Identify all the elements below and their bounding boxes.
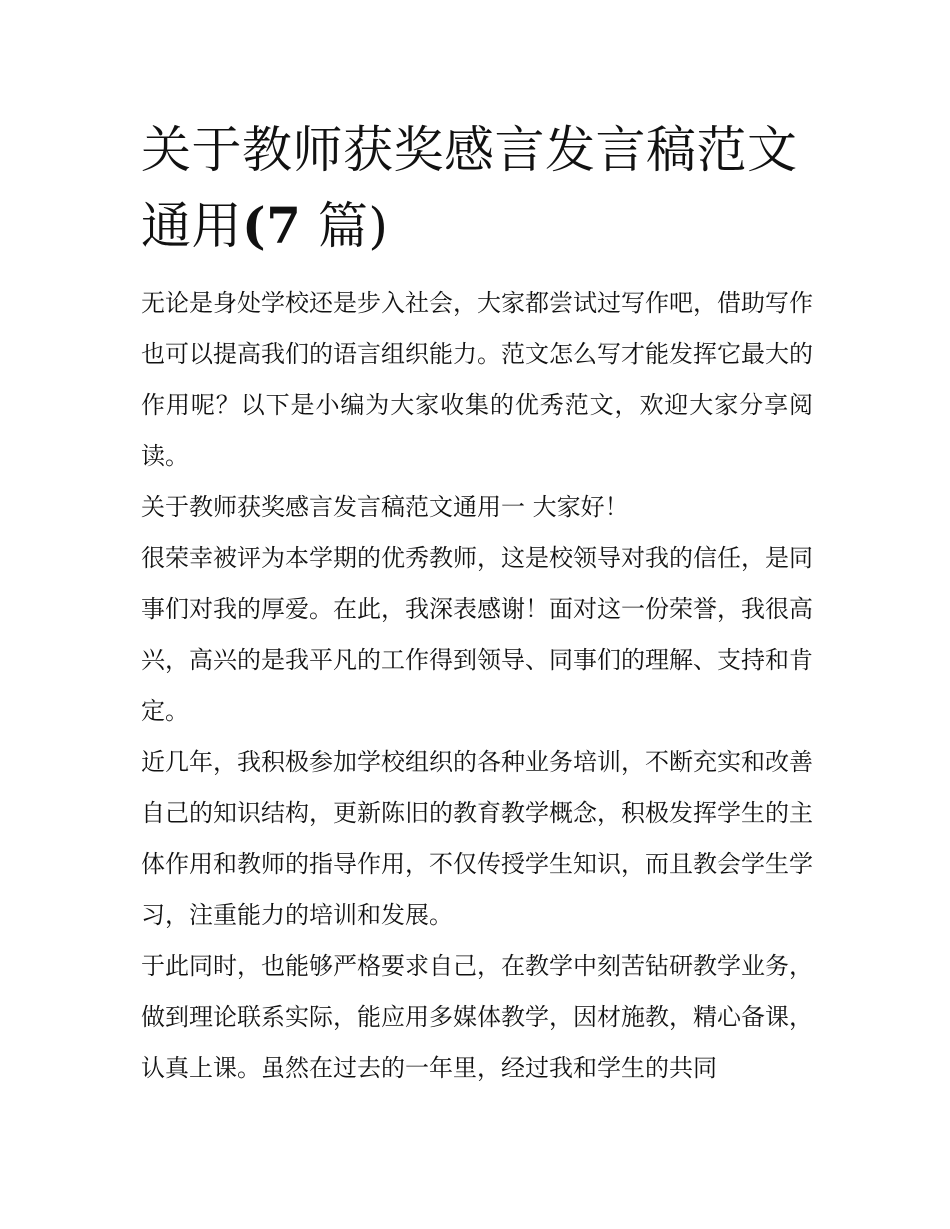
document-body [141,278,813,1094]
paragraph-honor: 很荣幸被评为本学期的优秀教师，这是校领导对我的信任，是同事们对我的厚爱。在此，我深表感谢！面对这一份荣誉，我很高兴，高兴的是我平凡的工作得到领导、同事们的理解、支持和肯定。 [141,544,813,725]
paragraph-training: 近几年，我积极参加学校组织的各种业务培训，不断充实和改善自己的知识结构，更新陈旧的教育教学概念，积极发挥学生的主体作用和教师的指导作用，不仅传授学生知识，而且教会学生学习，注重能力的培训和发展。 [141,748,813,929]
title-line-2-suffix: 篇) [301,197,389,255]
title-line-2-prefix: 通用 [141,197,242,255]
title-line-2-number: (7 [242,196,302,255]
document-title [141,112,813,264]
paragraph-intro: 无论是身处学校还是步入社会，大家都尝试过写作吧，借助写作也可以提高我们的语言组织能力。范文怎么写才能发挥它最大的作用呢？以下是小编为大家收集的优秀范文，欢迎大家分享阅读。 [141,289,813,470]
document-page [141,112,813,1094]
title-line-1: 关于教师获奖感言发言稿范文 [141,121,798,179]
paragraph-section-heading: 关于教师获奖感言发言稿范文通用一 大家好！ [141,493,629,521]
paragraph-teaching: 于此同时，也能够严格要求自己，在教学中刻苦钻研教学业务，做到理论联系实际，能应用多媒体教学，因材施教，精心备课，认真上课。虽然在过去的一年里，经过我和学生的共同 [141,952,813,1082]
